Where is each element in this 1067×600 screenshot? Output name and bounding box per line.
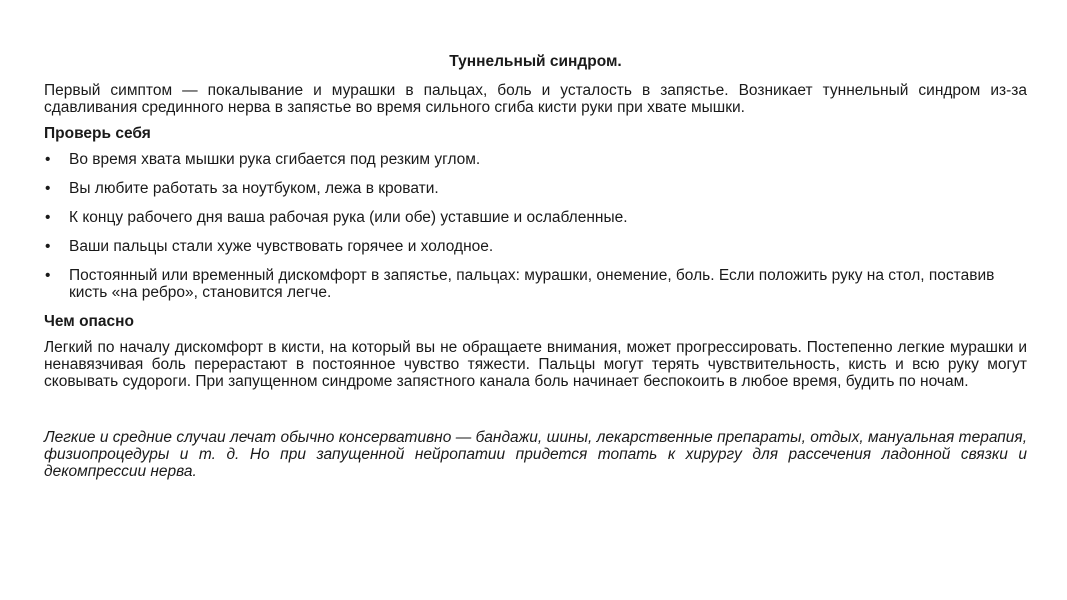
bullet-icon: • bbox=[45, 267, 51, 284]
danger-heading: Чем опасно bbox=[44, 313, 134, 330]
page-title: Туннельный синдром. bbox=[449, 53, 622, 70]
list-item-text: К концу рабочего дня ваша рабочая рука (или обе) уставшие и ослабленные. bbox=[69, 209, 628, 226]
treatment-note: Легкие и средние случаи лечат обычно консервативно — бандажи, шины, лекарственные препараты, отдых, мануальная терапия, физиопроцедуры и т. д. Но при запущенной нейропатии придется топать к хирургу для рассечения ладонной связки и декомпрессии нерва. bbox=[44, 429, 1027, 480]
list-item bbox=[44, 238, 1027, 255]
list-item bbox=[44, 209, 1027, 226]
list-item bbox=[44, 180, 1027, 197]
list-item-text: Во время хвата мышки рука сгибается под резким углом. bbox=[69, 151, 481, 168]
list-item-text: Ваши пальцы стали хуже чувствовать горячее и холодное. bbox=[69, 238, 494, 255]
bullet-icon: • bbox=[45, 209, 51, 226]
bullet-icon: • bbox=[45, 151, 51, 168]
list-item-text: Вы любите работать за ноутбуком, лежа в кровати. bbox=[69, 180, 439, 197]
list-item bbox=[44, 267, 1027, 301]
list-item bbox=[44, 151, 1027, 168]
check-yourself-heading: Проверь себя bbox=[44, 125, 151, 142]
list-item-text: Постоянный или временный дискомфорт в запястье, пальцах: мурашки, онемение, боль. Если положить руку на стол, поставив кисть «на ребро», становится легче. bbox=[69, 267, 995, 301]
bullet-icon: • bbox=[45, 238, 51, 255]
intro-paragraph: Первый симптом — покалывание и мурашки в пальцах, боль и усталость в запястье. Возникает туннельный синдром из-за сдавливания срединного нерва в запястье во время сильного сгиба кисти руки при хвате мышки. bbox=[44, 82, 1027, 116]
slide-content bbox=[44, 52, 1027, 480]
symptom-checklist bbox=[44, 151, 1027, 301]
danger-paragraph: Легкий по началу дискомфорт в кисти, на который вы не обращаете внимания, может прогрессировать. Постепенно легкие мурашки и ненавязчивая боль перерастают в постоянное чувство тяжести. Пальцы могут терять чувствительность, кисть и всю руку могут сковывать судороги. При запущенном синдроме запястного канала боль начинает беспокоить в любое время, будить по ночам. bbox=[44, 339, 1027, 390]
bullet-icon: • bbox=[45, 180, 51, 197]
